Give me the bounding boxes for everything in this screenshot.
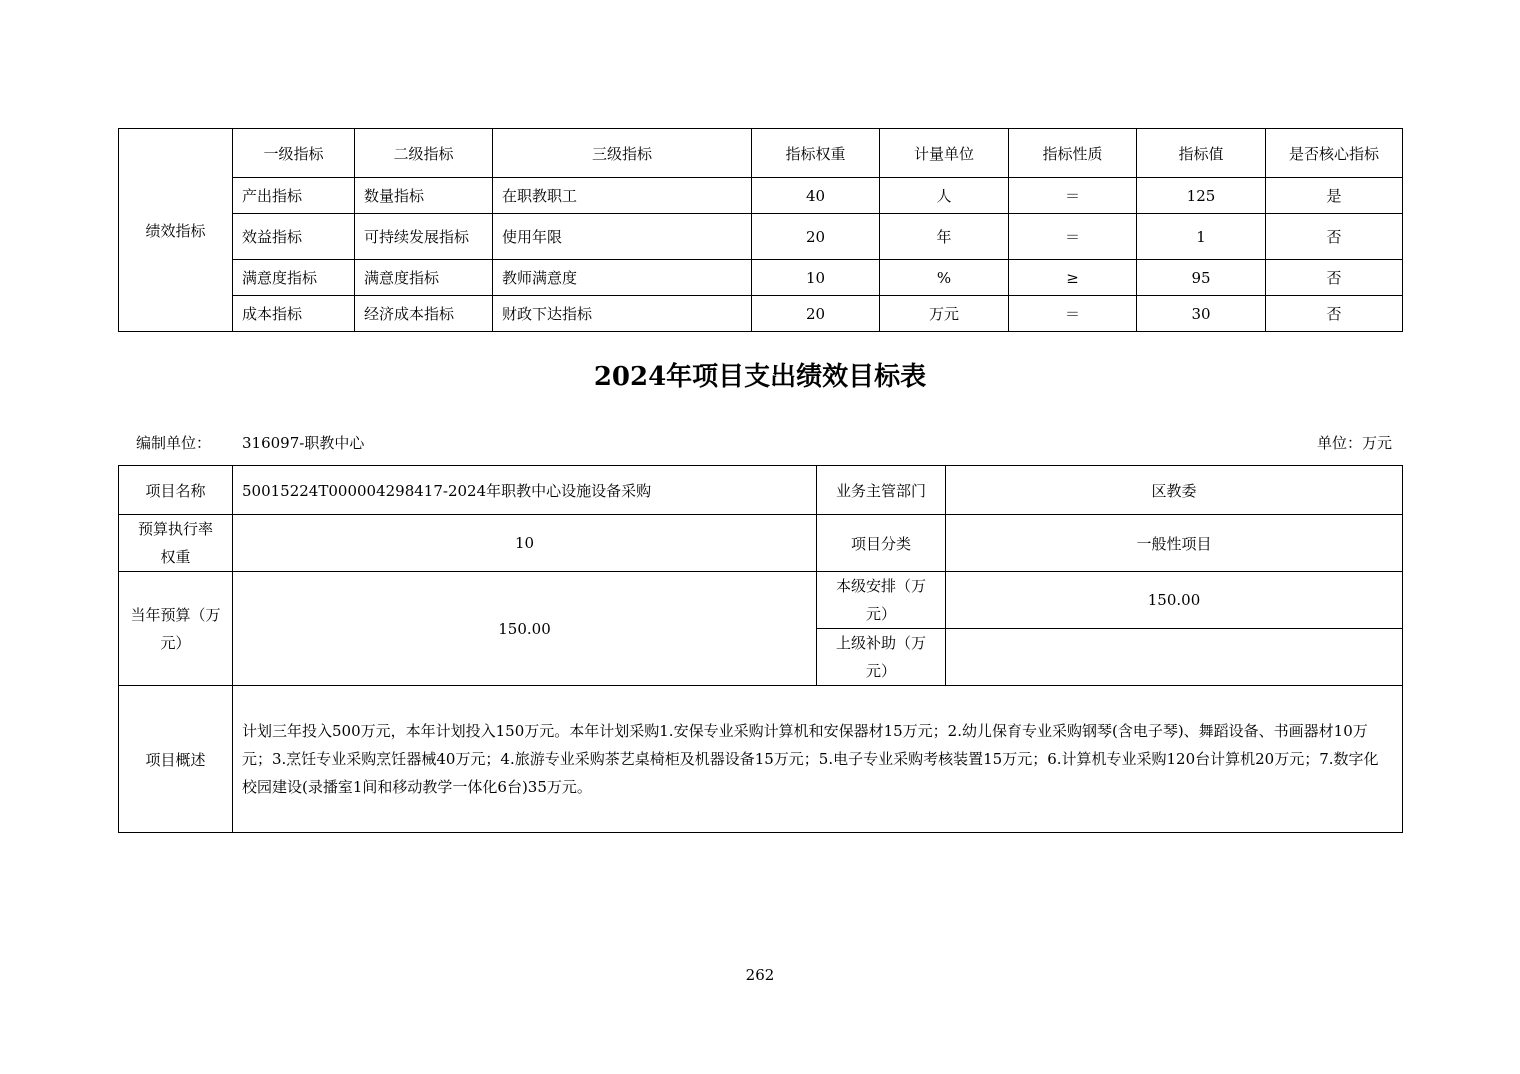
project-name-label: 项目名称: [119, 466, 233, 515]
cell-level2: 数量指标: [355, 178, 493, 214]
cell-value: 95: [1137, 260, 1266, 296]
rate-label-line2: 权重: [160, 548, 191, 566]
cell-core: 否: [1266, 260, 1403, 296]
table-row: [119, 214, 1403, 260]
cell-unit: 万元: [880, 296, 1009, 332]
table-row: [119, 296, 1403, 332]
upper-label-line1: 上级补助（万: [835, 634, 926, 652]
local-label-line1: 本级安排（万: [835, 577, 926, 595]
cell-core: 是: [1266, 178, 1403, 214]
header-level3: 三级指标: [493, 129, 752, 178]
page-number: 262: [745, 966, 775, 984]
cell-nature: ＝: [1009, 214, 1137, 260]
rate-label-line1: 预算执行率: [137, 520, 213, 538]
performance-section-label: 绩效指标: [119, 129, 233, 332]
summary-text: 计划三年投入500万元，本年计划投入150万元。本年计划采购1.安保专业采购计算机和安保器材15万元；2.幼儿保育专业采购钢琴(含电子琴)、舞蹈设备、书画器材10万元；3.烹饪专业采购烹饪器械40万元；4.旅游专业采购茶艺桌椅柜及机器设备15万元；5.电子专业采购考核装置15万元；6.计算机专业采购120台计算机20万元；7.数字化校园建设(录播室1间和移动教学一体化6台)35万元。: [233, 686, 1403, 833]
cell-level3: 教师满意度: [493, 260, 752, 296]
header-value: 指标值: [1137, 129, 1266, 178]
table-row: [119, 178, 1403, 214]
rate-value: 10: [233, 515, 817, 572]
cell-value: 30: [1137, 296, 1266, 332]
cell-unit: 人: [880, 178, 1009, 214]
rate-label: [119, 515, 233, 572]
performance-indicator-table: [118, 128, 1403, 332]
header-nature: 指标性质: [1009, 129, 1137, 178]
cell-nature: ＝: [1009, 296, 1137, 332]
cell-nature: ≥: [1009, 260, 1137, 296]
cell-level2: 可持续发展指标: [355, 214, 493, 260]
project-table: [118, 465, 1403, 833]
summary-label: 项目概述: [119, 686, 233, 833]
local-value: 150.00: [946, 572, 1403, 629]
header-unit: 计量单位: [880, 129, 1009, 178]
upper-label-line2: 元）: [865, 662, 896, 680]
cell-nature: ＝: [1009, 178, 1137, 214]
category-value: 一般性项目: [946, 515, 1403, 572]
dept-value: 区教委: [946, 466, 1403, 515]
cell-value: 1: [1137, 214, 1266, 260]
org-value: 316097-职教中心: [242, 434, 365, 452]
table-row: [119, 260, 1403, 296]
cell-weight: 10: [752, 260, 880, 296]
cell-weight: 40: [752, 178, 880, 214]
cell-level1: 产出指标: [233, 178, 355, 214]
upper-label: [817, 629, 946, 686]
budget-label-line1: 当年预算（万: [130, 605, 221, 624]
project-name-value: 50015224T000004298417-2024年职教中心设施设备采购: [233, 466, 817, 515]
cell-level3: 在职教职工: [493, 178, 752, 214]
cell-unit: 年: [880, 214, 1009, 260]
cell-level3: 财政下达指标: [493, 296, 752, 332]
cell-value: 125: [1137, 178, 1266, 214]
local-label: [817, 572, 946, 629]
local-label-line2: 元）: [865, 605, 896, 623]
cell-level1: 满意度指标: [233, 260, 355, 296]
unit-label: 单位：万元: [1316, 434, 1392, 452]
cell-core: 否: [1266, 296, 1403, 332]
page-title: 2024年项目支出绩效目标表: [593, 362, 927, 392]
cell-level1: 效益指标: [233, 214, 355, 260]
cell-weight: 20: [752, 214, 880, 260]
header-core: 是否核心指标: [1266, 129, 1403, 178]
category-label: 项目分类: [817, 515, 946, 572]
cell-core: 否: [1266, 214, 1403, 260]
upper-value: [946, 629, 1403, 686]
budget-value: 150.00: [233, 572, 817, 686]
budget-label-line2: 元）: [160, 633, 191, 652]
cell-weight: 20: [752, 296, 880, 332]
budget-label: [119, 572, 233, 686]
dept-label: 业务主管部门: [817, 466, 946, 515]
cell-unit: %: [880, 260, 1009, 296]
header-weight: 指标权重: [752, 129, 880, 178]
cell-level2: 满意度指标: [355, 260, 493, 296]
cell-level1: 成本指标: [233, 296, 355, 332]
cell-level2: 经济成本指标: [355, 296, 493, 332]
org-label: 编制单位：: [136, 434, 212, 452]
header-level1: 一级指标: [233, 129, 355, 178]
cell-level3: 使用年限: [493, 214, 752, 260]
header-level2: 二级指标: [355, 129, 493, 178]
